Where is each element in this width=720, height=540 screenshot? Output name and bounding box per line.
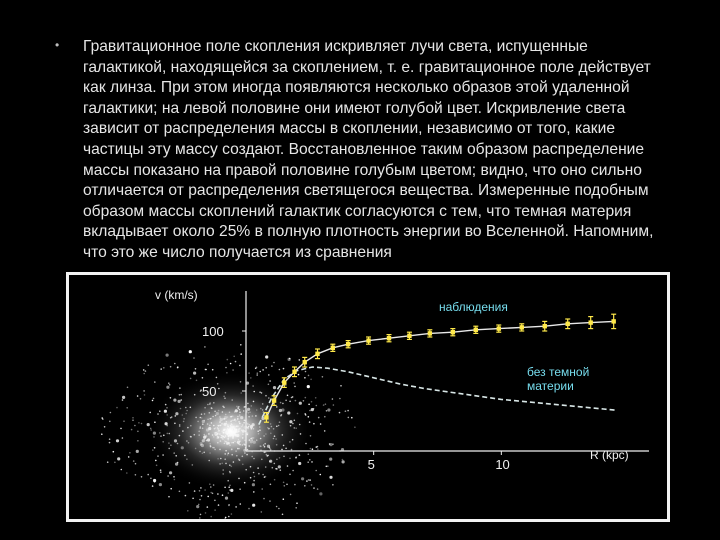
galaxy-star [305, 397, 307, 399]
galaxy-star [154, 381, 156, 383]
galaxy-star [311, 401, 313, 403]
galaxy-star [135, 463, 137, 465]
galaxy-star [230, 363, 232, 365]
galaxy-star [110, 412, 112, 414]
galaxy-star [320, 474, 322, 476]
galaxy-star [109, 421, 111, 423]
galaxy-star [109, 438, 111, 440]
galaxy-star [179, 491, 181, 493]
galaxy-star [138, 422, 140, 424]
galaxy-star [193, 372, 196, 375]
galaxy-star [294, 484, 296, 486]
observation-point [566, 322, 570, 326]
galaxy-star [265, 367, 267, 369]
galaxy-star [235, 506, 237, 508]
galaxy-star [319, 492, 322, 495]
galaxy-star [261, 488, 263, 490]
galaxy-star [122, 396, 125, 399]
galaxy-star [227, 359, 229, 361]
galaxy-star [150, 478, 152, 480]
galaxy-star [160, 471, 162, 473]
galaxy-star [273, 362, 275, 364]
galaxy-star [340, 385, 342, 387]
galaxy-star [200, 487, 202, 489]
galaxy-star [155, 460, 157, 462]
galaxy-star [345, 410, 347, 412]
galaxy-star [299, 359, 301, 361]
galaxy-star [333, 404, 335, 406]
galaxy-star [136, 450, 139, 453]
galaxy-star [128, 456, 130, 458]
galaxy-star [269, 500, 271, 502]
galaxy-star [252, 504, 255, 507]
galaxy-star [327, 465, 329, 467]
galaxy-star [168, 382, 170, 384]
galaxy-star [144, 394, 146, 396]
galaxy-star [205, 369, 207, 371]
galaxy-star [317, 446, 319, 448]
galaxy-star [145, 370, 147, 372]
observation-point [474, 328, 478, 332]
x-axis-label: R (kpc) [590, 448, 629, 462]
series-label-no-dark-matter: без темной материи [527, 365, 590, 393]
galaxy-star [104, 426, 106, 428]
galaxy-star [147, 474, 149, 476]
galaxy-star [134, 425, 136, 427]
galaxy-star [311, 461, 313, 463]
galaxy-star [174, 363, 176, 365]
observation-point [520, 325, 524, 329]
galaxy-star [308, 479, 310, 481]
galaxy-star [153, 398, 155, 400]
galaxy-star [127, 387, 129, 389]
galaxy-star [217, 493, 219, 495]
galaxy-star [354, 426, 356, 428]
observation-point [292, 370, 296, 374]
galaxy-star [317, 448, 319, 450]
galaxy-star [207, 496, 209, 498]
galaxy-star [351, 417, 353, 419]
galaxy-star [323, 404, 325, 406]
observation-point [407, 334, 411, 338]
galaxy-star [288, 358, 291, 361]
galaxy-star [195, 368, 197, 370]
observation-point [387, 336, 391, 340]
x-tick-label: 10 [495, 457, 510, 472]
galaxy-star [167, 475, 169, 477]
galaxy-star [152, 400, 154, 402]
galaxy-star [140, 398, 142, 400]
galaxy-star [141, 476, 143, 478]
galaxy-star [148, 364, 150, 366]
galaxy-star [135, 474, 137, 476]
galaxy-star [121, 469, 123, 471]
galaxy-star [311, 408, 314, 411]
galaxy-star [214, 500, 216, 502]
galaxy-star [101, 417, 103, 419]
galaxy-star [279, 369, 281, 371]
galaxy-star [168, 496, 170, 498]
galaxy-star [189, 350, 192, 353]
galaxy-star [137, 395, 139, 397]
galaxy-star [199, 499, 201, 501]
galaxy-star [137, 431, 139, 433]
galaxy-star [329, 476, 332, 479]
galaxy-star [159, 483, 162, 486]
galaxy-star [129, 452, 131, 454]
x-tick-label: 5 [367, 457, 375, 472]
galaxy-star [290, 494, 292, 496]
galaxy-star [253, 491, 255, 493]
galaxy-star [107, 461, 109, 463]
galaxy-star [240, 503, 242, 505]
galaxy-core-glow [146, 371, 316, 491]
galaxy-star [160, 368, 162, 370]
galaxy-star [123, 420, 125, 422]
galaxy-star [304, 377, 306, 379]
galaxy-star [309, 479, 311, 481]
galaxy-star [263, 498, 265, 500]
galaxy-star [329, 443, 332, 446]
slide-paragraph: Гравитационное поле скопления искривляет лучи света, испущенные галактикой, находящейся за скоплением, т. е. гравитационное поле действует как линза. При этом иногда появляются несколько образов этой удаленной галактики; на левой половине они имеют голубой цвет. Искривление света зависит от распределения массы в скоплении, независимо от того, какие частицы эту массу создают. Восстановленное таким образом распределение массы показано на правой половине голубым цветом; видно, что оно сильно отличается от распределения светящегося вещества. Измеренные подобным образом массы скоплений галактик согласуются с тем, что темная материя вкладывает около 25% в полную плотность энергии во Вселенной. Напомним, что это же число получается из сравнения [83, 38, 654, 261]
galaxy-star [132, 417, 134, 419]
galaxy-star [320, 423, 322, 425]
galaxy-star [166, 354, 169, 357]
galaxy-star [210, 492, 212, 494]
galaxy-star [122, 437, 124, 439]
galaxy-star [326, 466, 328, 468]
observation-point [428, 331, 432, 335]
galaxy-star [196, 505, 199, 508]
galaxy-star [141, 423, 143, 425]
galaxy-star [198, 504, 200, 506]
observation-point [331, 346, 335, 350]
galaxy-star [137, 440, 139, 442]
galaxy-star [113, 451, 115, 453]
galaxy-star [339, 398, 341, 400]
series-label-observations: наблюдения [439, 300, 508, 314]
galaxy-star [283, 482, 285, 484]
galaxy-star [218, 504, 220, 506]
galaxy-star [276, 506, 278, 508]
galaxy-star [116, 439, 119, 442]
galaxy-star [193, 357, 195, 359]
galaxy-star [301, 477, 304, 480]
galaxy-star [307, 461, 309, 463]
galaxy-star [240, 353, 242, 355]
galaxy-star [225, 367, 227, 369]
galaxy-star [156, 465, 158, 467]
galaxy-star [322, 376, 324, 378]
galaxy-star [204, 489, 206, 491]
galaxy-star [170, 366, 172, 368]
galaxy-star [122, 399, 124, 401]
galaxy-star [231, 513, 233, 515]
galaxy-star [306, 480, 308, 482]
galaxy-star [278, 508, 280, 510]
galaxy-star [116, 407, 118, 409]
galaxy-star [240, 344, 242, 346]
bullet-marker: • [55, 38, 60, 52]
observation-point [264, 415, 268, 419]
galaxy-star [201, 495, 203, 497]
observation-point [315, 352, 319, 356]
galaxy-star [293, 382, 295, 384]
galaxy-star [174, 479, 176, 481]
galaxy-star [187, 510, 189, 512]
galaxy-star [177, 366, 179, 368]
galaxy-star [265, 355, 268, 358]
galaxy-star [222, 494, 224, 496]
galaxy-star [225, 517, 227, 519]
galaxy-star [315, 470, 317, 472]
observation-point [282, 380, 286, 384]
galaxy-star [262, 369, 264, 371]
galaxy-star [199, 517, 201, 519]
galaxy-star [205, 512, 207, 514]
galaxy-star [329, 458, 332, 461]
galaxy-star [298, 374, 300, 376]
galaxy-star [200, 514, 202, 516]
galaxy-star [261, 511, 263, 513]
galaxy-star [143, 390, 145, 392]
y-tick-label: 100 [202, 324, 224, 339]
galaxy-star [284, 485, 286, 487]
galaxy-star [316, 405, 318, 407]
observation-point [303, 360, 307, 364]
galaxy-star [228, 492, 230, 494]
galaxy-star [126, 407, 128, 409]
galaxy-star [257, 372, 259, 374]
galaxy-star [239, 365, 241, 367]
galaxy-star [207, 364, 209, 366]
galaxy-star [304, 485, 306, 487]
galaxy-star [204, 346, 206, 348]
galaxy-star [207, 506, 209, 508]
galaxy-star [233, 356, 235, 358]
galaxy-star [169, 384, 171, 386]
galaxy-star [307, 385, 310, 388]
galaxy-star [132, 419, 134, 421]
observation-point [589, 320, 593, 324]
galaxy-star [212, 369, 214, 371]
galaxy-star [210, 516, 212, 518]
galaxy-star [311, 484, 313, 486]
observation-point [366, 338, 370, 342]
galaxy-star [294, 386, 296, 388]
galaxy-star [318, 417, 320, 419]
galaxy-star [185, 495, 187, 497]
galaxy-star [143, 369, 145, 371]
galaxy-star [342, 460, 345, 463]
galaxy-star [126, 472, 128, 474]
galaxy-star [256, 367, 258, 369]
rotation-curve-figure [66, 272, 670, 522]
galaxy-star [199, 490, 201, 492]
galaxy-star [214, 509, 216, 511]
galaxy-star [313, 487, 315, 489]
galaxy-star [194, 490, 196, 492]
galaxy-star [308, 404, 310, 406]
observation-point [346, 342, 350, 346]
galaxy-star [332, 484, 334, 486]
galaxy-star [342, 459, 344, 461]
observation-point [451, 330, 455, 334]
galaxy-star [114, 462, 116, 464]
galaxy-star [305, 371, 307, 373]
galaxy-star [173, 476, 175, 478]
galaxy-star [235, 361, 237, 363]
galaxy-star [143, 373, 145, 375]
galaxy-star [283, 368, 285, 370]
galaxy-star [324, 430, 326, 432]
galaxy-star [347, 410, 349, 412]
galaxy-star [324, 416, 326, 418]
galaxy-star [166, 386, 169, 389]
galaxy-star [192, 498, 194, 500]
galaxy-star [271, 365, 273, 367]
galaxy-star [339, 412, 341, 414]
galaxy-star [131, 429, 133, 431]
galaxy-star [109, 442, 111, 444]
galaxy-star [348, 417, 350, 419]
galaxy-star [117, 457, 120, 460]
galaxy-star [225, 497, 228, 500]
galaxy-star [228, 504, 230, 506]
galaxy-star [295, 507, 297, 509]
galaxy-star [296, 502, 298, 504]
y-axis-label: v (km/s) [155, 288, 198, 302]
observation-point [272, 398, 276, 402]
galaxy-star [310, 379, 312, 381]
galaxy-star [232, 369, 234, 371]
galaxy-star [160, 470, 162, 472]
galaxy-star [286, 484, 288, 486]
observation-point [611, 319, 615, 323]
galaxy-star [317, 488, 319, 490]
galaxy-star [248, 508, 250, 510]
observation-point [497, 326, 501, 330]
observation-point [543, 324, 547, 328]
galaxy-star [228, 516, 230, 518]
galaxy-star [315, 397, 317, 399]
galaxy-star [282, 514, 284, 516]
galaxy-star [283, 498, 285, 500]
galaxy-star [152, 485, 154, 487]
galaxy-star [308, 375, 310, 377]
galaxy-star [309, 459, 311, 461]
galaxy-star [327, 408, 330, 411]
galaxy-star [120, 428, 122, 430]
galaxy-star [163, 367, 165, 369]
galaxy-star [268, 374, 270, 376]
galaxy-star [326, 410, 328, 412]
rotation-curve-chart [69, 275, 667, 519]
galaxy-star [259, 371, 261, 373]
y-tick-label: 50 [202, 384, 217, 399]
galaxy-star [101, 433, 103, 435]
galaxy-star [170, 488, 172, 490]
galaxy-star [154, 481, 156, 483]
galaxy-star [133, 460, 135, 462]
galaxy-star [332, 398, 334, 400]
galaxy-star [325, 403, 327, 405]
